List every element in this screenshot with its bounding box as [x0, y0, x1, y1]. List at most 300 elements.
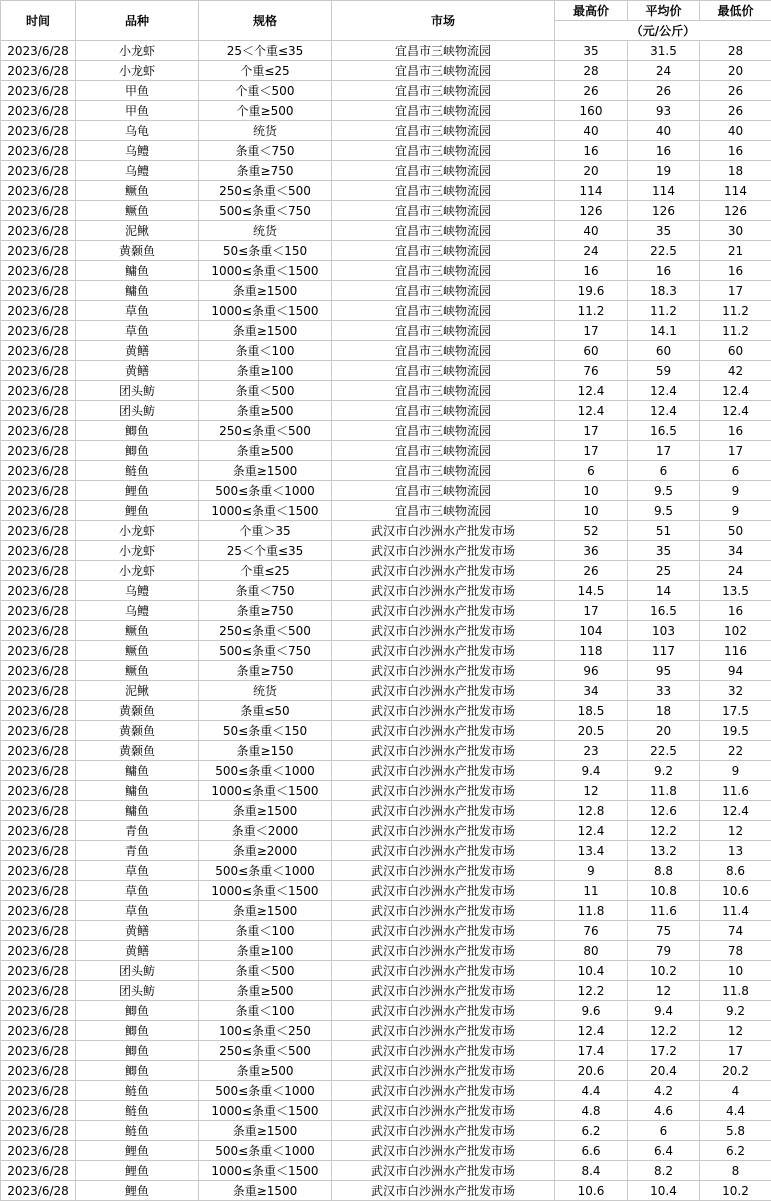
cell-min-price: 116 [700, 641, 771, 661]
cell-max-price: 17 [555, 421, 628, 441]
cell-spec: 500≤条重＜1000 [199, 481, 332, 501]
cell-max-price: 104 [555, 621, 628, 641]
table-row [1, 1161, 771, 1181]
table-row [1, 361, 771, 381]
cell-variety: 鲫鱼 [76, 1061, 199, 1081]
cell-variety: 鲫鱼 [76, 421, 199, 441]
cell-min-price: 8.6 [700, 861, 771, 881]
header-spec: 规格 [199, 1, 332, 41]
cell-variety: 乌鳢 [76, 161, 199, 181]
header-variety: 品种 [76, 1, 199, 41]
cell-time: 2023/6/28 [1, 821, 76, 841]
table-row [1, 321, 771, 341]
cell-min-price: 11.2 [700, 301, 771, 321]
cell-market: 武汉市白沙洲水产批发市场 [332, 1121, 555, 1141]
cell-time: 2023/6/28 [1, 121, 76, 141]
cell-min-price: 11.4 [700, 901, 771, 921]
cell-avg-price: 11.2 [628, 301, 700, 321]
cell-spec: 条重≥1500 [199, 321, 332, 341]
cell-market: 武汉市白沙洲水产批发市场 [332, 601, 555, 621]
cell-avg-price: 114 [628, 181, 700, 201]
cell-min-price: 17.5 [700, 701, 771, 721]
cell-min-price: 94 [700, 661, 771, 681]
cell-min-price: 9 [700, 761, 771, 781]
cell-spec: 条重≥2000 [199, 841, 332, 861]
cell-avg-price: 16 [628, 141, 700, 161]
cell-market: 武汉市白沙洲水产批发市场 [332, 921, 555, 941]
cell-variety: 鳙鱼 [76, 801, 199, 821]
cell-min-price: 22 [700, 741, 771, 761]
cell-variety: 团头鲂 [76, 981, 199, 1001]
cell-spec: 条重≥1500 [199, 461, 332, 481]
cell-avg-price: 12.2 [628, 1021, 700, 1041]
cell-spec: 条重＜750 [199, 141, 332, 161]
cell-variety: 草鱼 [76, 861, 199, 881]
cell-max-price: 10.4 [555, 961, 628, 981]
header-min-price: 最低价 [700, 1, 771, 21]
cell-avg-price: 11.6 [628, 901, 700, 921]
cell-min-price: 17 [700, 281, 771, 301]
cell-min-price: 6.2 [700, 1141, 771, 1161]
cell-max-price: 9.4 [555, 761, 628, 781]
table-row [1, 601, 771, 621]
table-row [1, 261, 771, 281]
cell-spec: 条重≥1500 [199, 801, 332, 821]
cell-spec: 条重≥100 [199, 941, 332, 961]
cell-spec: 250≤条重＜500 [199, 181, 332, 201]
cell-avg-price: 4.2 [628, 1081, 700, 1101]
cell-market: 宜昌市三峡物流园 [332, 341, 555, 361]
cell-min-price: 10 [700, 961, 771, 981]
cell-max-price: 11 [555, 881, 628, 901]
table-row [1, 1041, 771, 1061]
cell-max-price: 10 [555, 501, 628, 521]
cell-market: 宜昌市三峡物流园 [332, 141, 555, 161]
cell-variety: 鲤鱼 [76, 481, 199, 501]
cell-max-price: 96 [555, 661, 628, 681]
cell-market: 武汉市白沙洲水产批发市场 [332, 541, 555, 561]
cell-avg-price: 8.8 [628, 861, 700, 881]
cell-min-price: 9.2 [700, 1001, 771, 1021]
cell-avg-price: 9.5 [628, 501, 700, 521]
cell-time: 2023/6/28 [1, 1081, 76, 1101]
cell-avg-price: 17.2 [628, 1041, 700, 1061]
cell-spec: 250≤条重＜500 [199, 621, 332, 641]
cell-variety: 鳜鱼 [76, 641, 199, 661]
cell-avg-price: 18 [628, 701, 700, 721]
table-row [1, 721, 771, 741]
cell-min-price: 26 [700, 101, 771, 121]
cell-min-price: 4.4 [700, 1101, 771, 1121]
cell-variety: 鳜鱼 [76, 181, 199, 201]
cell-variety: 草鱼 [76, 901, 199, 921]
table-body [1, 41, 771, 1201]
cell-variety: 鲤鱼 [76, 1161, 199, 1181]
cell-market: 武汉市白沙洲水产批发市场 [332, 821, 555, 841]
cell-spec: 条重≥500 [199, 401, 332, 421]
cell-time: 2023/6/28 [1, 381, 76, 401]
cell-max-price: 20.5 [555, 721, 628, 741]
cell-time: 2023/6/28 [1, 141, 76, 161]
cell-avg-price: 11.8 [628, 781, 700, 801]
cell-time: 2023/6/28 [1, 181, 76, 201]
cell-variety: 小龙虾 [76, 541, 199, 561]
cell-time: 2023/6/28 [1, 961, 76, 981]
cell-min-price: 30 [700, 221, 771, 241]
cell-avg-price: 20 [628, 721, 700, 741]
cell-avg-price: 12.4 [628, 381, 700, 401]
table-row [1, 581, 771, 601]
cell-variety: 小龙虾 [76, 561, 199, 581]
cell-time: 2023/6/28 [1, 781, 76, 801]
cell-avg-price: 26 [628, 81, 700, 101]
table-row [1, 881, 771, 901]
cell-max-price: 12.4 [555, 401, 628, 421]
cell-min-price: 60 [700, 341, 771, 361]
cell-spec: 个重≥500 [199, 101, 332, 121]
cell-variety: 鳙鱼 [76, 781, 199, 801]
cell-variety: 小龙虾 [76, 41, 199, 61]
cell-avg-price: 10.4 [628, 1181, 700, 1201]
cell-max-price: 60 [555, 341, 628, 361]
table-row [1, 861, 771, 881]
cell-variety: 黄鳝 [76, 921, 199, 941]
cell-min-price: 78 [700, 941, 771, 961]
cell-avg-price: 79 [628, 941, 700, 961]
table-row [1, 421, 771, 441]
cell-spec: 统货 [199, 221, 332, 241]
cell-market: 宜昌市三峡物流园 [332, 61, 555, 81]
cell-max-price: 9 [555, 861, 628, 881]
cell-avg-price: 16.5 [628, 601, 700, 621]
cell-avg-price: 18.3 [628, 281, 700, 301]
cell-spec: 条重≥750 [199, 601, 332, 621]
cell-max-price: 20.6 [555, 1061, 628, 1081]
cell-avg-price: 126 [628, 201, 700, 221]
table-row [1, 821, 771, 841]
cell-spec: 50≤条重＜150 [199, 721, 332, 741]
cell-min-price: 9 [700, 501, 771, 521]
cell-spec: 个重＞35 [199, 521, 332, 541]
cell-avg-price: 12.6 [628, 801, 700, 821]
cell-avg-price: 6 [628, 461, 700, 481]
cell-spec: 1000≤条重＜1500 [199, 501, 332, 521]
cell-time: 2023/6/28 [1, 601, 76, 621]
cell-market: 武汉市白沙洲水产批发市场 [332, 1141, 555, 1161]
cell-market: 宜昌市三峡物流园 [332, 261, 555, 281]
cell-market: 武汉市白沙洲水产批发市场 [332, 1001, 555, 1021]
cell-max-price: 4.8 [555, 1101, 628, 1121]
cell-market: 武汉市白沙洲水产批发市场 [332, 1081, 555, 1101]
cell-avg-price: 60 [628, 341, 700, 361]
cell-market: 武汉市白沙洲水产批发市场 [332, 941, 555, 961]
cell-market: 宜昌市三峡物流园 [332, 361, 555, 381]
cell-avg-price: 12 [628, 981, 700, 1001]
cell-variety: 鲤鱼 [76, 1141, 199, 1161]
cell-max-price: 19.6 [555, 281, 628, 301]
cell-variety: 鲤鱼 [76, 1181, 199, 1201]
cell-max-price: 24 [555, 241, 628, 261]
cell-min-price: 26 [700, 81, 771, 101]
table-row [1, 141, 771, 161]
cell-max-price: 12.4 [555, 381, 628, 401]
table-row [1, 1001, 771, 1021]
cell-variety: 团头鲂 [76, 961, 199, 981]
cell-time: 2023/6/28 [1, 981, 76, 1001]
cell-market: 武汉市白沙洲水产批发市场 [332, 521, 555, 541]
cell-max-price: 4.4 [555, 1081, 628, 1101]
cell-time: 2023/6/28 [1, 1061, 76, 1081]
cell-time: 2023/6/28 [1, 241, 76, 261]
cell-time: 2023/6/28 [1, 701, 76, 721]
cell-spec: 500≤条重＜1000 [199, 761, 332, 781]
table-row [1, 221, 771, 241]
cell-variety: 青鱼 [76, 821, 199, 841]
cell-market: 宜昌市三峡物流园 [332, 81, 555, 101]
cell-spec: 条重＜100 [199, 1001, 332, 1021]
cell-min-price: 13.5 [700, 581, 771, 601]
cell-min-price: 40 [700, 121, 771, 141]
cell-market: 武汉市白沙洲水产批发市场 [332, 901, 555, 921]
cell-time: 2023/6/28 [1, 561, 76, 581]
cell-spec: 条重≥500 [199, 981, 332, 1001]
cell-avg-price: 9.4 [628, 1001, 700, 1021]
cell-market: 武汉市白沙洲水产批发市场 [332, 1181, 555, 1201]
cell-variety: 乌鳢 [76, 601, 199, 621]
cell-min-price: 6 [700, 461, 771, 481]
cell-variety: 鳜鱼 [76, 661, 199, 681]
cell-avg-price: 40 [628, 121, 700, 141]
cell-time: 2023/6/28 [1, 881, 76, 901]
table-row [1, 681, 771, 701]
cell-min-price: 13 [700, 841, 771, 861]
cell-time: 2023/6/28 [1, 721, 76, 741]
cell-min-price: 11.2 [700, 321, 771, 341]
cell-min-price: 5.8 [700, 1121, 771, 1141]
cell-time: 2023/6/28 [1, 661, 76, 681]
cell-min-price: 16 [700, 141, 771, 161]
cell-avg-price: 14 [628, 581, 700, 601]
cell-market: 宜昌市三峡物流园 [332, 321, 555, 341]
table-row [1, 401, 771, 421]
cell-avg-price: 8.2 [628, 1161, 700, 1181]
cell-min-price: 12.4 [700, 801, 771, 821]
cell-min-price: 28 [700, 41, 771, 61]
cell-max-price: 26 [555, 561, 628, 581]
cell-min-price: 20 [700, 61, 771, 81]
cell-spec: 统货 [199, 681, 332, 701]
cell-variety: 乌鳢 [76, 581, 199, 601]
cell-max-price: 118 [555, 641, 628, 661]
cell-market: 宜昌市三峡物流园 [332, 441, 555, 461]
cell-variety: 甲鱼 [76, 81, 199, 101]
cell-min-price: 114 [700, 181, 771, 201]
table-row [1, 521, 771, 541]
cell-max-price: 23 [555, 741, 628, 761]
cell-time: 2023/6/28 [1, 641, 76, 661]
table-row [1, 701, 771, 721]
cell-market: 宜昌市三峡物流园 [332, 41, 555, 61]
cell-market: 武汉市白沙洲水产批发市场 [332, 881, 555, 901]
cell-spec: 1000≤条重＜1500 [199, 301, 332, 321]
cell-time: 2023/6/28 [1, 101, 76, 121]
cell-max-price: 11.2 [555, 301, 628, 321]
cell-max-price: 16 [555, 261, 628, 281]
cell-market: 宜昌市三峡物流园 [332, 241, 555, 261]
cell-variety: 鳙鱼 [76, 261, 199, 281]
cell-max-price: 76 [555, 361, 628, 381]
cell-max-price: 80 [555, 941, 628, 961]
cell-avg-price: 6 [628, 1121, 700, 1141]
cell-min-price: 12.4 [700, 381, 771, 401]
cell-spec: 条重≥1500 [199, 1121, 332, 1141]
cell-avg-price: 16 [628, 261, 700, 281]
cell-market: 武汉市白沙洲水产批发市场 [332, 561, 555, 581]
cell-min-price: 11.8 [700, 981, 771, 1001]
table-row [1, 41, 771, 61]
table-row [1, 501, 771, 521]
cell-min-price: 12.4 [700, 401, 771, 421]
cell-variety: 鲤鱼 [76, 501, 199, 521]
cell-market: 宜昌市三峡物流园 [332, 181, 555, 201]
table-row [1, 241, 771, 261]
cell-market: 武汉市白沙洲水产批发市场 [332, 701, 555, 721]
table-row [1, 841, 771, 861]
cell-market: 宜昌市三峡物流园 [332, 201, 555, 221]
cell-time: 2023/6/28 [1, 541, 76, 561]
cell-max-price: 14.5 [555, 581, 628, 601]
cell-spec: 条重≥500 [199, 1061, 332, 1081]
cell-spec: 1000≤条重＜1500 [199, 1161, 332, 1181]
cell-time: 2023/6/28 [1, 441, 76, 461]
table-row [1, 61, 771, 81]
cell-avg-price: 9.2 [628, 761, 700, 781]
cell-avg-price: 12.2 [628, 821, 700, 841]
cell-spec: 25＜个重≤35 [199, 41, 332, 61]
cell-market: 宜昌市三峡物流园 [332, 121, 555, 141]
cell-variety: 鲫鱼 [76, 441, 199, 461]
cell-market: 宜昌市三峡物流园 [332, 481, 555, 501]
cell-min-price: 12 [700, 1021, 771, 1041]
table-row [1, 201, 771, 221]
table-row [1, 921, 771, 941]
cell-min-price: 11.6 [700, 781, 771, 801]
cell-variety: 草鱼 [76, 321, 199, 341]
cell-max-price: 12.4 [555, 1021, 628, 1041]
cell-time: 2023/6/28 [1, 261, 76, 281]
cell-max-price: 17 [555, 441, 628, 461]
cell-max-price: 34 [555, 681, 628, 701]
cell-market: 宜昌市三峡物流园 [332, 101, 555, 121]
cell-avg-price: 103 [628, 621, 700, 641]
header-unit: （元/公斤） [555, 21, 771, 41]
cell-market: 宜昌市三峡物流园 [332, 401, 555, 421]
cell-time: 2023/6/28 [1, 941, 76, 961]
cell-spec: 500≤条重＜1000 [199, 861, 332, 881]
cell-spec: 条重≥100 [199, 361, 332, 381]
cell-market: 武汉市白沙洲水产批发市场 [332, 1101, 555, 1121]
cell-time: 2023/6/28 [1, 301, 76, 321]
cell-max-price: 16 [555, 141, 628, 161]
cell-avg-price: 17 [628, 441, 700, 461]
cell-market: 武汉市白沙洲水产批发市场 [332, 781, 555, 801]
table-header [1, 1, 771, 41]
cell-avg-price: 13.2 [628, 841, 700, 861]
cell-market: 武汉市白沙洲水产批发市场 [332, 761, 555, 781]
cell-min-price: 10.2 [700, 1181, 771, 1201]
cell-time: 2023/6/28 [1, 1141, 76, 1161]
cell-min-price: 32 [700, 681, 771, 701]
table-row [1, 301, 771, 321]
cell-variety: 团头鲂 [76, 401, 199, 421]
cell-min-price: 12 [700, 821, 771, 841]
table-row [1, 801, 771, 821]
cell-avg-price: 25 [628, 561, 700, 581]
cell-min-price: 20.2 [700, 1061, 771, 1081]
cell-time: 2023/6/28 [1, 481, 76, 501]
cell-time: 2023/6/28 [1, 901, 76, 921]
cell-max-price: 12.4 [555, 821, 628, 841]
cell-market: 武汉市白沙洲水产批发市场 [332, 801, 555, 821]
cell-time: 2023/6/28 [1, 281, 76, 301]
cell-time: 2023/6/28 [1, 221, 76, 241]
cell-variety: 黄颡鱼 [76, 241, 199, 261]
cell-spec: 个重≤25 [199, 561, 332, 581]
header-max-price: 最高价 [555, 1, 628, 21]
cell-spec: 条重≥750 [199, 161, 332, 181]
cell-avg-price: 19 [628, 161, 700, 181]
table-row [1, 961, 771, 981]
cell-max-price: 17 [555, 321, 628, 341]
cell-max-price: 12 [555, 781, 628, 801]
cell-time: 2023/6/28 [1, 1181, 76, 1201]
cell-market: 宜昌市三峡物流园 [332, 161, 555, 181]
cell-spec: 条重≥1500 [199, 281, 332, 301]
cell-min-price: 24 [700, 561, 771, 581]
table-row [1, 121, 771, 141]
cell-spec: 500≤条重＜1000 [199, 1081, 332, 1101]
cell-spec: 条重≥500 [199, 441, 332, 461]
cell-max-price: 13.4 [555, 841, 628, 861]
cell-time: 2023/6/28 [1, 41, 76, 61]
cell-time: 2023/6/28 [1, 341, 76, 361]
cell-market: 宜昌市三峡物流园 [332, 301, 555, 321]
cell-spec: 统货 [199, 121, 332, 141]
cell-min-price: 126 [700, 201, 771, 221]
table-row [1, 381, 771, 401]
table-row [1, 81, 771, 101]
cell-time: 2023/6/28 [1, 461, 76, 481]
cell-market: 武汉市白沙洲水产批发市场 [332, 1061, 555, 1081]
cell-variety: 团头鲂 [76, 381, 199, 401]
cell-min-price: 16 [700, 421, 771, 441]
cell-min-price: 102 [700, 621, 771, 641]
cell-max-price: 40 [555, 221, 628, 241]
cell-avg-price: 95 [628, 661, 700, 681]
cell-spec: 个重≤25 [199, 61, 332, 81]
cell-time: 2023/6/28 [1, 201, 76, 221]
cell-min-price: 34 [700, 541, 771, 561]
cell-spec: 条重＜2000 [199, 821, 332, 841]
cell-avg-price: 22.5 [628, 241, 700, 261]
table-row [1, 541, 771, 561]
cell-max-price: 9.6 [555, 1001, 628, 1021]
cell-spec: 条重＜500 [199, 381, 332, 401]
header-row [1, 1, 771, 21]
cell-time: 2023/6/28 [1, 841, 76, 861]
cell-variety: 鲢鱼 [76, 1081, 199, 1101]
cell-min-price: 42 [700, 361, 771, 381]
